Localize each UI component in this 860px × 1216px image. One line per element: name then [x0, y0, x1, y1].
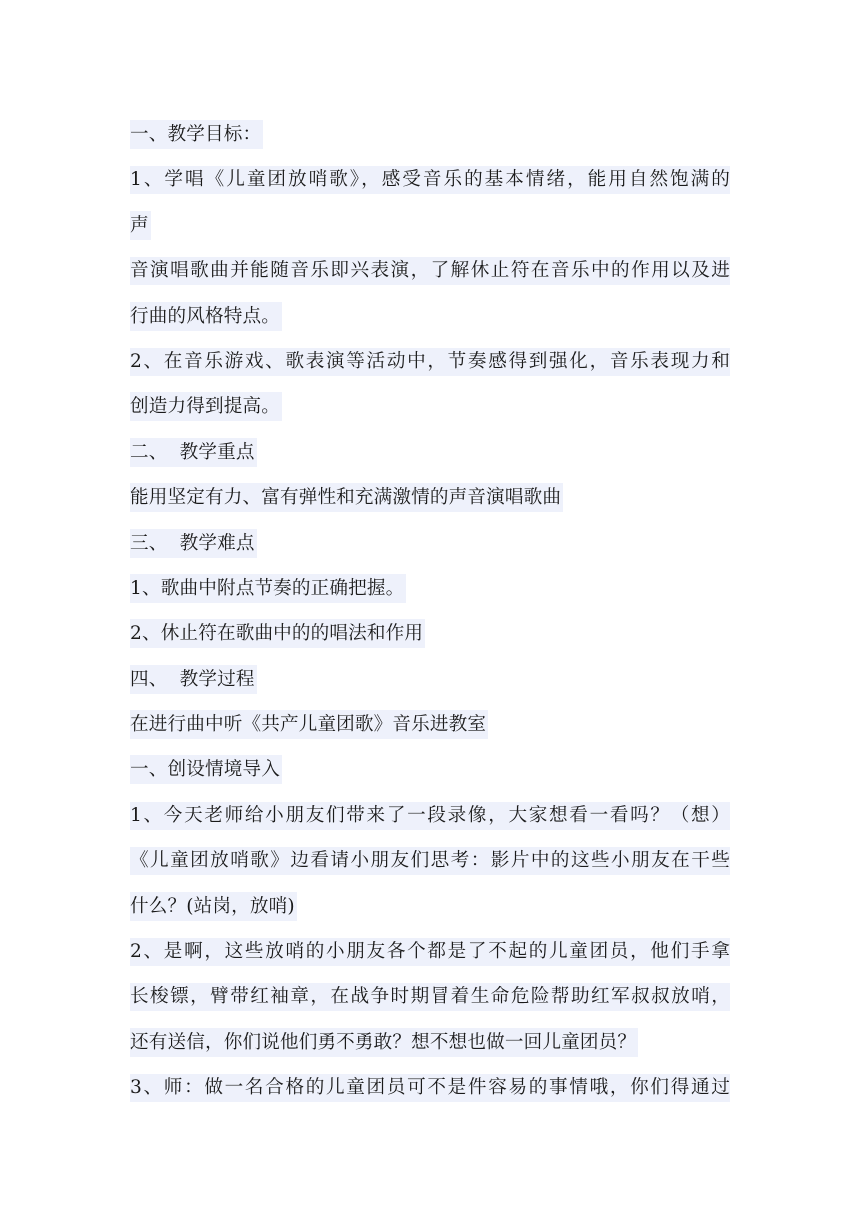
text-line: 还有送信，你们说他们勇不勇敢？想不想也做一回儿童团员？	[130, 1028, 638, 1057]
paragraph-line	[130, 884, 730, 929]
text-line: 长梭镖，臂带红袖章，在战争时期冒着生命危险帮助红军叔叔放哨，	[130, 983, 730, 1011]
paragraph-line	[130, 1065, 730, 1110]
text-line: 一、教学目标：	[130, 120, 263, 149]
paragraph-line	[130, 566, 730, 611]
section-heading-intro	[130, 747, 730, 792]
text-line: 2、是啊，这些放哨的小朋友各个都是了不起的儿童团员，他们手拿	[130, 938, 730, 966]
paragraph-line	[130, 974, 730, 1019]
text-line: 在进行曲中听《共产儿童团歌》音乐进教室	[130, 710, 488, 739]
paragraph-line	[130, 384, 730, 429]
section-heading-objectives	[130, 112, 730, 157]
paragraph-line	[130, 1020, 730, 1065]
section-heading-key-points	[130, 430, 730, 475]
text-line: 1、学唱《儿童团放哨歌》，感受音乐的基本情绪，能用自然饱满的	[130, 166, 730, 194]
paragraph-line	[130, 157, 730, 202]
text-line: 《儿童团放哨歌》边看请小朋友们思考：影片中的这些小朋友在干些	[130, 847, 730, 875]
paragraph-line	[130, 838, 730, 883]
text-line: 1、歌曲中附点节奏的正确把握。	[130, 574, 406, 603]
paragraph-line	[130, 203, 730, 248]
text-line: 2、在音乐游戏、歌表演等活动中，节奏感得到强化，音乐表现力和	[130, 348, 730, 376]
text-line: 声	[130, 211, 151, 240]
text-line: 音演唱歌曲并能随音乐即兴表演，了解休止符在音乐中的作用以及进	[130, 257, 730, 285]
text-line: 三、 教学难点	[130, 529, 257, 558]
text-line: 2、休止符在歌曲中的的唱法和作用	[130, 619, 425, 648]
paragraph-line	[130, 294, 730, 339]
paragraph-line	[130, 702, 730, 747]
document-body	[130, 112, 730, 1111]
paragraph-line	[130, 475, 730, 520]
text-line: 1、今天老师给小朋友们带来了一段录像，大家想看一看吗？（想）	[130, 802, 730, 830]
paragraph-line	[130, 248, 730, 293]
text-line: 能用坚定有力、富有弹性和充满激情的声音演唱歌曲	[130, 483, 563, 512]
text-line: 什么？(站岗，放哨)	[130, 892, 297, 921]
text-line: 3、师：做一名合格的儿童团员可不是件容易的事情哦，你们得通过	[130, 1074, 730, 1102]
paragraph-line	[130, 793, 730, 838]
text-line: 行曲的风格特点。	[130, 302, 282, 331]
text-line: 一、创设情境导入	[130, 755, 282, 784]
paragraph-line	[130, 611, 730, 656]
section-heading-process	[130, 657, 730, 702]
section-heading-difficulties	[130, 521, 730, 566]
text-line: 二、 教学重点	[130, 438, 257, 467]
paragraph-line	[130, 339, 730, 384]
text-line: 四、 教学过程	[130, 665, 257, 694]
text-line: 创造力得到提高。	[130, 392, 282, 421]
paragraph-line	[130, 929, 730, 974]
